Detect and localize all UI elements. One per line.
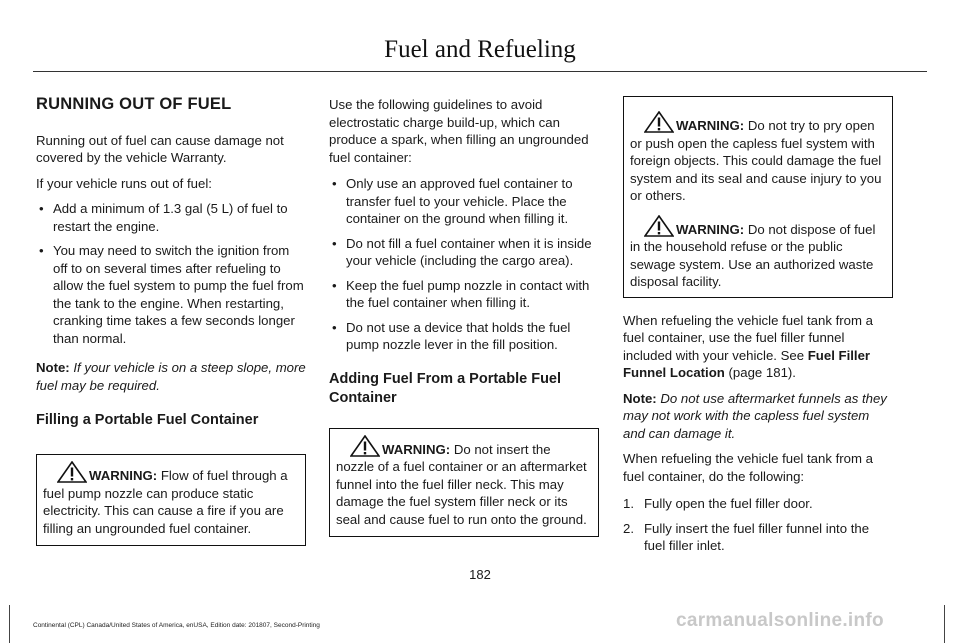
warning-label: WARNING: <box>676 118 745 133</box>
bullet-list <box>329 175 599 354</box>
warning-item <box>630 111 886 205</box>
list-item <box>329 235 599 270</box>
note-text: Do not use aftermarket funnels as they may not work with the capless fuel system and can damage it. <box>623 390 887 441</box>
list-item <box>329 175 599 228</box>
step-text: Fully insert the fuel filler funnel into the fuel filler inlet. <box>644 520 870 553</box>
bullet-icon: • <box>332 277 337 293</box>
list-item <box>36 242 306 347</box>
list-item <box>36 200 306 235</box>
warning-triangle-icon <box>644 111 674 133</box>
list-item-text: Only use an approved fuel container to transfer fuel to your vehicle. Place the container on the ground when filling it. <box>346 176 573 226</box>
bullet-icon: • <box>332 176 337 191</box>
list-item <box>329 319 599 354</box>
step-text: Fully open the fuel filler door. <box>644 496 813 511</box>
list-item-text: Add a minimum of 1.3 gal (5 L) of fuel to restart the engine. <box>53 201 288 234</box>
cross-reference-link[interactable]: Fuel Filler Funnel Location <box>623 347 871 380</box>
list-item-text: Keep the fuel pump nozzle in contact with the fuel container when filling it. <box>346 277 590 310</box>
note <box>36 359 306 394</box>
note-label: Note: <box>623 390 657 406</box>
paragraph <box>623 312 893 382</box>
bullet-icon: • <box>332 235 337 251</box>
watermark: carmanualsonline.info <box>676 610 884 631</box>
subheading-filling-portable-container: Filling a Portable Fuel Container <box>36 412 259 428</box>
numbered-list <box>623 495 893 555</box>
column-2 <box>329 96 599 551</box>
section-heading-running-out-of-fuel: RUNNING OUT OF FUEL <box>36 95 232 113</box>
paragraph: Running out of fuel can cause damage not covered by the vehicle Warranty. <box>36 132 284 165</box>
list-item-text: Do not fill a fuel container when it is inside your vehicle (including the cargo area). <box>346 235 592 268</box>
warning-triangle-icon <box>350 435 380 457</box>
crop-mark-left <box>9 605 10 643</box>
paragraph-text: When refueling the vehicle fuel tank from a fuel container, use the fuel filler funnel included with your vehicle. See <box>623 312 873 363</box>
warning-label: WARNING: <box>676 221 745 237</box>
bullet-icon: • <box>332 319 337 335</box>
warning-text: Flow of fuel through a fuel pump nozzle can produce static electricity. This can cause a fire if you are filling an ungrounded fuel container. <box>43 468 288 536</box>
warning-box <box>623 96 893 298</box>
subheading-adding-fuel: Adding Fuel From a Portable Fuel Container <box>329 370 562 406</box>
bullet-icon: • <box>39 201 44 216</box>
warning-item <box>630 215 886 291</box>
warning-box <box>329 428 599 538</box>
warning-text: Do not insert the nozzle of a fuel container or an aftermarket funnel into the fuel filler neck. This may damage the fuel system filler neck or its seal and cause fuel to run onto the ground. <box>336 441 587 527</box>
warning-text: Do not try to pry open or push open the capless fuel system with foreign objects. This could damage the fuel system and its seal and cause injury to you or others. <box>630 118 882 203</box>
step-number: 2. <box>623 520 634 536</box>
note-text: If your vehicle is on a steep slope, more fuel may be required. <box>36 360 306 393</box>
crop-mark-right <box>944 605 945 643</box>
note-label: Note: <box>36 360 70 375</box>
paragraph: When refueling the vehicle fuel tank from a fuel container, do the following: <box>623 451 873 484</box>
title-divider <box>33 71 927 72</box>
page-reference: (page 181). <box>728 365 796 380</box>
warning-label: WARNING: <box>89 468 158 483</box>
warning-triangle-icon <box>57 461 87 483</box>
note <box>623 390 893 443</box>
warning-box <box>36 454 306 546</box>
paragraph: Use the following guidelines to avoid electrostatic charge build-up, which can produce a spark, when filling an ungrounded fuel container: <box>329 97 589 165</box>
warning-text: Do not dispose of fuel in the household refuse or the public sewage system. Use an authorized waste disposal facility. <box>630 221 876 289</box>
list-item-text: Do not use a device that holds the fuel pump nozzle lever in the fill position. <box>346 319 571 352</box>
bullet-list <box>36 200 306 347</box>
warning-triangle-icon <box>644 215 674 237</box>
column-3 <box>623 96 893 562</box>
edition-footer: Continental (CPL) Canada/United States of America, enUSA, Edition date: 201807, Second-Printing <box>33 622 320 629</box>
page-number: 182 <box>469 567 491 582</box>
step-number: 1. <box>623 496 634 511</box>
bullet-icon: • <box>39 243 44 258</box>
page-title: Fuel and Refueling <box>384 36 576 63</box>
list-item <box>329 277 599 312</box>
column-1 <box>36 96 306 560</box>
warning-label: WARNING: <box>382 441 451 457</box>
paragraph: If your vehicle runs out of fuel: <box>36 175 212 191</box>
list-item-text: You may need to switch the ignition from off to on several times after refueling to allow the fuel system to pump the fuel from the tank to the engine. When restarting, cranking time takes a few seconds longer than normal. <box>53 243 304 346</box>
list-item <box>623 495 893 513</box>
list-item <box>623 520 893 555</box>
